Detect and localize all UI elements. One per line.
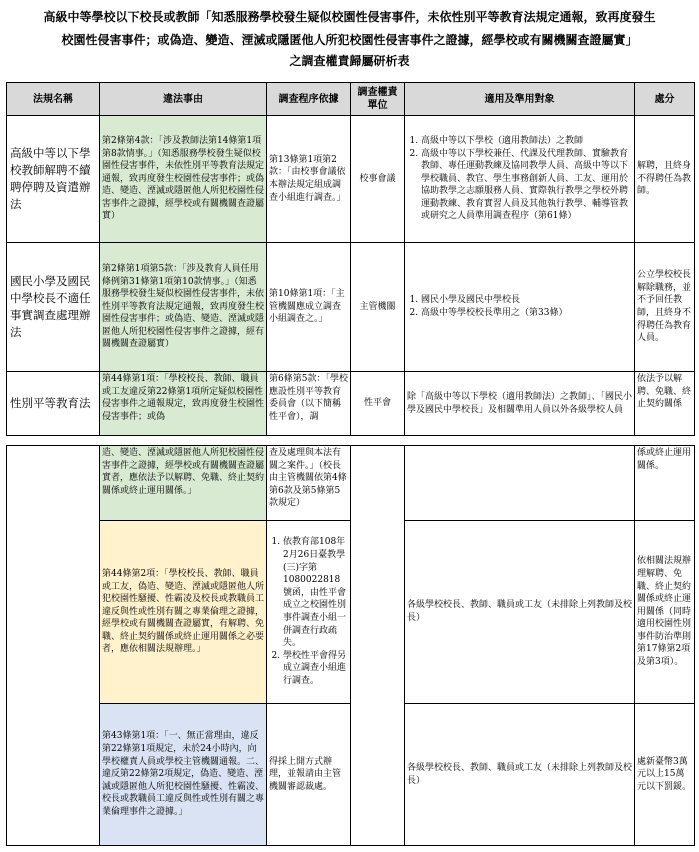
procedure-item: 2. 學校性平會得另成立調查小組進行調查。 bbox=[283, 650, 348, 688]
table-row bbox=[7, 243, 695, 372]
header-penalty: 處分 bbox=[635, 83, 695, 116]
law-name: 國民小學及國民中學校長不適任事實調查處理辦法 bbox=[7, 243, 100, 372]
subject-cell: 各級學校校長、教師、職員或工友（未排除上列教師及校長） bbox=[405, 521, 635, 704]
law-name: 高級中等以下學校教師解聘不續聘停聘及資遣辦法 bbox=[7, 116, 100, 243]
subject-cell: 各級學校校長、教師、職員或工友（未排除上列教師及校長） bbox=[405, 704, 635, 846]
subject-cell bbox=[405, 243, 635, 372]
procedure-cell: 第6條第5款：「學校應設性別平等教育委員會（以下簡稱性平會），調 bbox=[267, 372, 351, 436]
subject-item: 1. 高級中等以下學校（適用教師法）之教師 bbox=[421, 135, 632, 148]
subject-cell: 除「高級中等以下學校（適用教師法）之教師」、「國民小學及國民中學校長」及相關準用人員以外各級學校人員 bbox=[405, 372, 635, 436]
page-break-row bbox=[7, 436, 695, 446]
procedure-item: 1. 依教育部108年2月26日臺教學(三)字第1080022818號函，由性平會成立之校園性別事件調查小組一併調查行政疏失。 bbox=[283, 536, 348, 649]
penalty-cell: 依法予以解聘、免職、終止契約關係 bbox=[635, 372, 695, 436]
table-row bbox=[7, 116, 695, 243]
penalty-cell: 依相關法規辦理解聘、免職、終止契約關係或終止運用關係（同時適用校園性別事件防治準則第17條第2項及第3項）。 bbox=[635, 521, 695, 704]
subject-cell bbox=[405, 116, 635, 243]
procedure-cell: 第10條第1項：「主管機關應成立調查小組調查之。」 bbox=[267, 243, 351, 372]
procedure-cell bbox=[267, 521, 351, 704]
document-title-line-2: 校園性侵害事件；或偽造、變造、湮滅或隱匿他人所犯校園性侵害事件之證據，經學校或有關機關查證屬實」 bbox=[61, 33, 638, 47]
subject-item: 2. 高級中等以下學校兼任、代課及代理教師、實驗教育教師、專任運動教練及協同教學人員、高級中等以下學校職員、教官、學生事務創新人員、工友、運用於協助教學之志願服務人員、實際執行教學之學校外聘運動教練、教育實習人員及其他執行教學、輔導管教或研究之人員準用調查程序（第61條） bbox=[421, 148, 632, 224]
subject-item: 2. 高級中等學校校長準用之（第33條） bbox=[421, 307, 632, 320]
penalty-cell: 處新臺幣3萬元以上15萬元以下罰鍰。 bbox=[635, 704, 695, 846]
law-name-continued bbox=[7, 446, 100, 846]
procedure-cell-continued: 查及處理與本法有關之案件。」（校長由主管機關依第4條第6款及第5條第5款規定） bbox=[267, 446, 351, 521]
offense-cell: 第44條第1項：「學校校長、教師、職員或工友違反第22條第1項所定疑似校園性侵害事件之通報規定，致再度發生校園性侵害事件；或偽 bbox=[100, 372, 267, 436]
table-row bbox=[7, 446, 695, 521]
unit-cell-continued bbox=[351, 446, 405, 846]
unit-cell: 校事會議 bbox=[351, 116, 405, 243]
penalty-cell: 公立學校校長解除職務，並不予回任教師，且終身不得聘任為教育人員。 bbox=[635, 243, 695, 372]
procedure-cell: 得採上開方式辦理，並報請由主管機關審認裁處。 bbox=[267, 704, 351, 846]
responsibility-table bbox=[6, 82, 695, 846]
document-title-line-1: 高級中等學校以下校長或教師「知悉服務學校發生疑似校園性侵害事件，未依性別平等教育法規定通報，致再度發生 bbox=[43, 10, 656, 24]
law-name: 性別平等教育法 bbox=[7, 372, 100, 436]
offense-cell: 第44條第2項：「學校校長、教師、職員或工友，偽造、變造、湮滅或隱匿他人所犯校園性騷擾、性霸凌及校長或教職員工違反與性或性別有關之專業倫理之證據，經學校或有關機關查證屬實，有解聘、免職、終止契約關係或終止運用關係之必要者，應依相關法規辦理。」 bbox=[100, 521, 267, 704]
header-law: 法規名稱 bbox=[7, 83, 100, 116]
header-unit: 調查權責單位 bbox=[351, 83, 405, 116]
procedure-cell: 第13條第1項第2款：「由校事會議依本辦法規定組成調查小組進行調查。」 bbox=[267, 116, 351, 243]
penalty-cell-continued: 係或終止運用關係。 bbox=[635, 446, 695, 521]
subject-cell-continued bbox=[405, 446, 635, 521]
penalty-cell: 解聘，且終身不得聘任為教師。 bbox=[635, 116, 695, 243]
header-subject: 適用及準用對象 bbox=[405, 83, 635, 116]
offense-cell: 第2條第4款：「涉及教師法第14條第1項第8款情事。」（知悉服務學校發生疑似校園性侵害事件，未依性別平等教育法規定通報，致再度發生校園性侵害事件；或偽造、變造、湮滅或隱匿他人所犯校園性侵害事件之證據，經學校或有關機關查證屬實） bbox=[100, 116, 267, 243]
unit-cell: 性平會 bbox=[351, 372, 405, 436]
subject-item: 1. 國民小學及國民中學校長 bbox=[421, 294, 632, 307]
unit-cell: 主管機關 bbox=[351, 243, 405, 372]
offense-cell: 第43條第1項：「一、無正當理由，違反第22條第1項規定，未於24小時內，向學校權責人員或學校主管機關通報。二、違反第22條第2項規定，偽造、變造、湮滅或隱匿他人所犯校園性騷擾、性霸凌、校長或教職員工違反與性或性別有關之專業倫理事件之證據。」 bbox=[100, 704, 267, 846]
header-offense: 違法事由 bbox=[100, 83, 267, 116]
document-title-line-3: 之調查權責歸屬研析表 bbox=[289, 54, 410, 68]
offense-cell-continued: 造、變造、湮滅或隱匿他人所犯校園性侵害事件之證據，經學校或有關機關查證屬實者，應依法予以解聘、免職、終止契約關係或終止運用關係。」 bbox=[100, 446, 267, 521]
table-header-row bbox=[7, 83, 695, 116]
table-row bbox=[7, 372, 695, 436]
header-procedure: 調查程序依據 bbox=[267, 83, 351, 116]
offense-cell: 第2條第1項第5款：「涉及教育人員任用條例第31條第1項第10款情事。」（知悉服務學校發生疑似校園性侵害事件，未依性別平等教育法規定通報，致再度發生校園性侵害事件；或偽造、變造、湮滅或隱匿他人所犯校園性侵害事件之證據，經有關機關查證屬實） bbox=[100, 243, 267, 372]
